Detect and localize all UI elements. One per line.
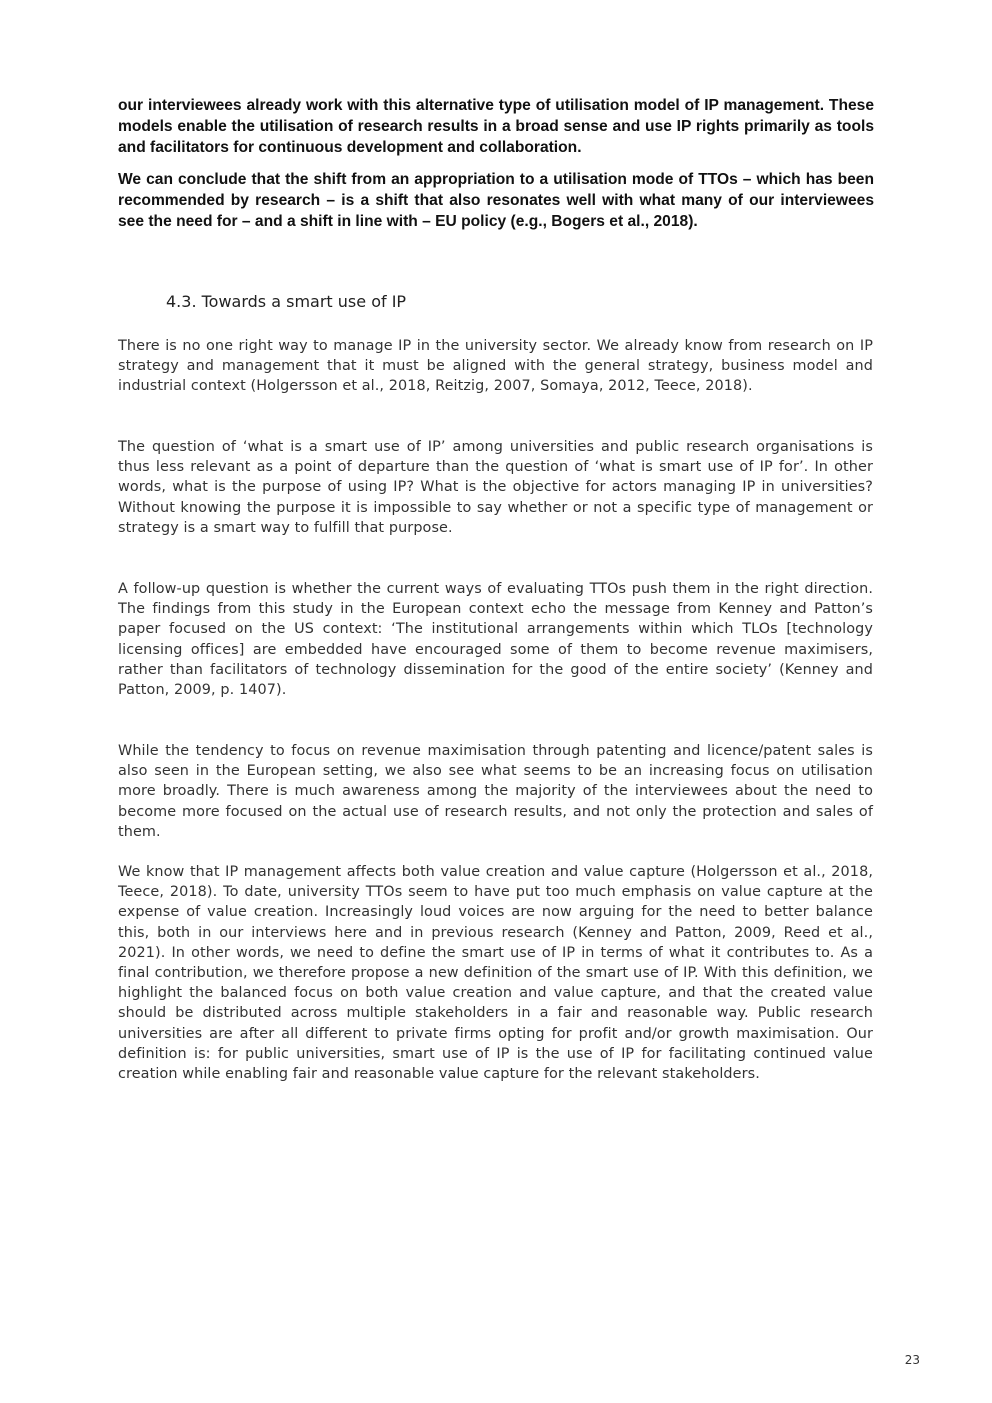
bold-paragraph-2: We can conclude that the shift from an appropriation to a utilisation mode of TTOs – which has been recommended by research – is a shift that also resonates well with what many of our interviewees see the need for – and a shift in line with – EU policy (e.g., Bogers et al., 2018). <box>118 171 874 230</box>
page-number: 23 <box>904 1353 920 1367</box>
body-paragraph-5: We know that IP management affects both value creation and value capture (Holgersson et al., 2018, Teece, 2018). To date, university TTOs seem to have put too much emphasis on value capture at the expense of value creation. Increasingly loud voices are now arguing for the need to better balance this, both in our interviews here and in previous research (Kenney and Patton, 2009, Reed et al., 2021). In other words, we need to define the smart use of IP in terms of what it contributes to. As a final contribution, we therefore propose a new definition of the smart use of IP. With this definition, we highlight the balanced focus on both value creation and value capture, and that the created value should be distributed across multiple stakeholders in a fair and reasonable way. Public research universities are after all different to private firms opting for profit and/or growth maximisation. Our definition is: for public universities, smart use of IP is the use of IP for facilitating continued value creation while enabling fair and reasonable value capture for the relevant stakeholders. <box>118 864 873 1083</box>
body-paragraph-4: While the tendency to focus on revenue maximisation through patenting and licence/patent sales is also seen in the European setting, we also see what seems to be an increasing focus on utilisation more broadly. There is much awareness among the majority of the interviewees about the need to become more focused on the actual use of research results, and not only the protection and sales of them. <box>118 743 873 840</box>
body-paragraph-2: The question of ‘what is a smart use of IP’ among universities and public research organisations is thus less relevant as a point of departure than the question of ‘what is smart use of IP for’. In other words, what is the purpose of using IP? What is the objective for actors managing IP in universities? Without knowing the purpose it is impossible to say whether or not a specific type of management or strategy is a smart way to fulfill that purpose. <box>118 439 873 536</box>
body-paragraph-3: A follow-up question is whether the current ways of evaluating TTOs push them in the right direction. The findings from this study in the European context echo the message from Kenney and Patton’s paper focused on the US context: ‘The institutional arrangements within which TLOs [technology licensing offices] are embedded have encouraged some of them to become revenue maximisers, rather than facilitators of technology dissemination for the good of the entire society’ (Kenney and Patton, 2009, p. 1407). <box>118 581 873 699</box>
body-paragraph-1: There is no one right way to manage IP in the university sector. We already know from research on IP strategy and management that it must be aligned with the general strategy, business model and industrial context (Holgersson et al., 2018, Reitzig, 2007, Somaya, 2012, Teece, 2018). <box>118 338 873 395</box>
section-heading: 4.3. Towards a smart use of IP <box>166 292 407 311</box>
bold-paragraph-1: our interviewees already work with this alternative type of utilisation model of IP management. These models enable the utilisation of research results in a broad sense and use IP rights primarily as tools and facilitators for continuous development and collaboration. <box>118 97 874 156</box>
